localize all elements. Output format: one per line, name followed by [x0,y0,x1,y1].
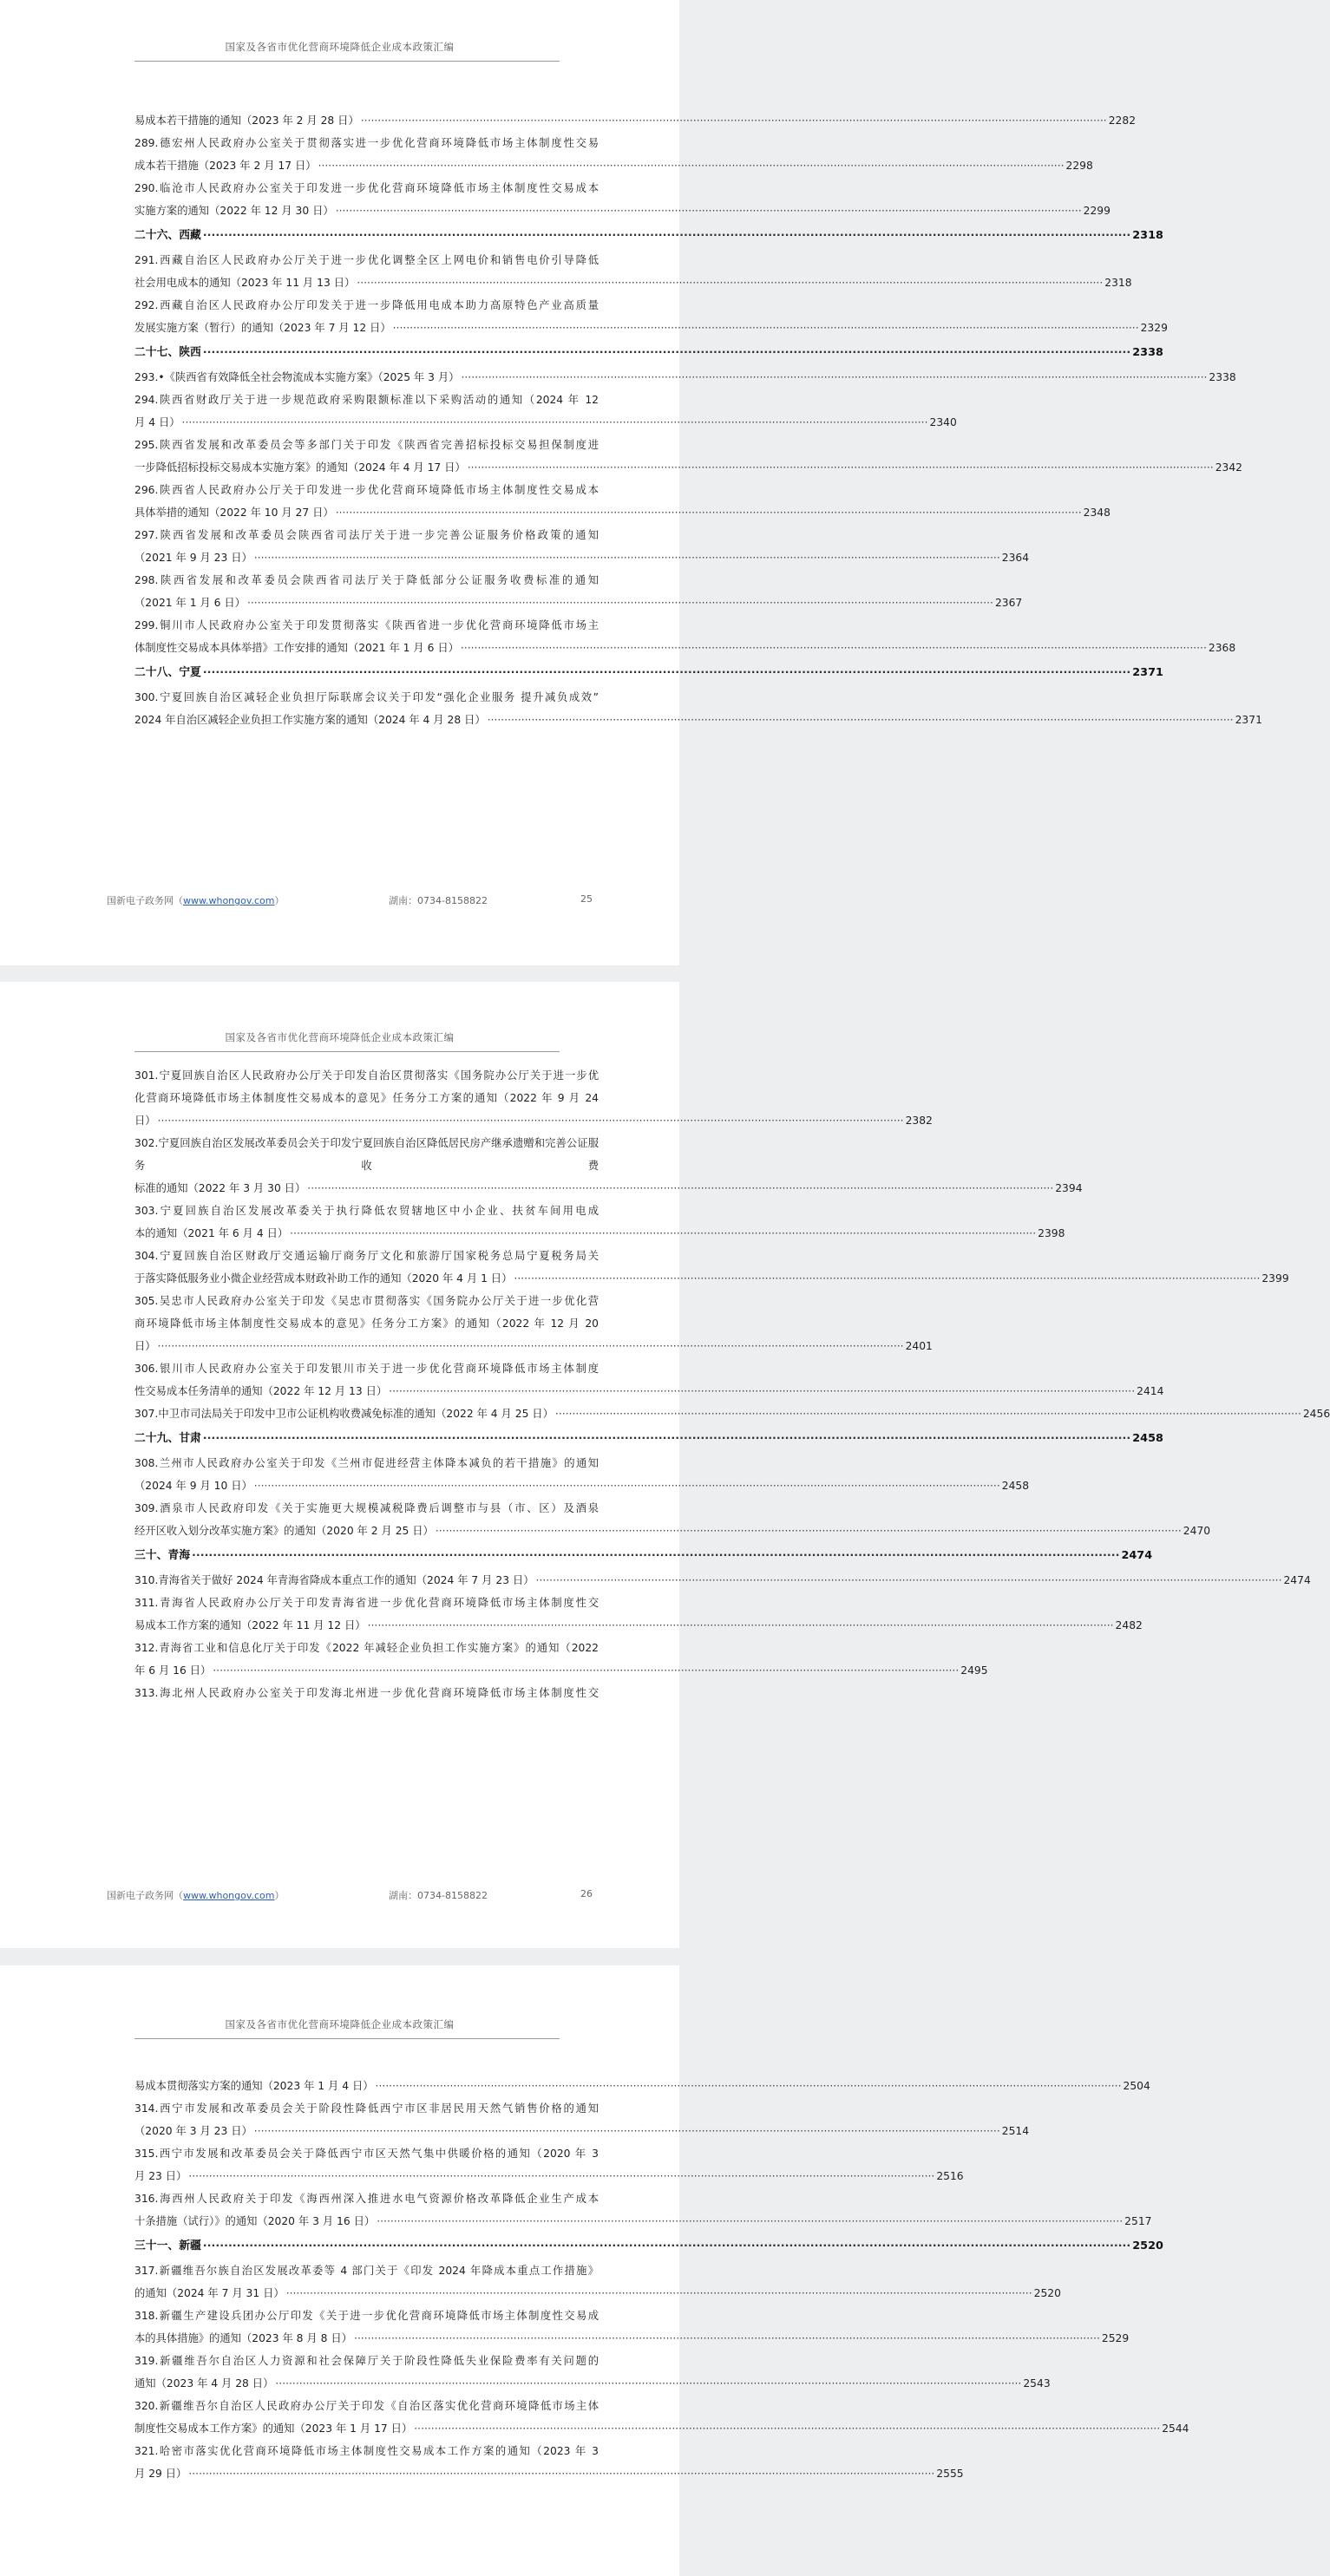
entry-title-text: 一步降低招标投标交易成本实施方案》的通知（2024 年 4 月 17 日） [134,461,466,474]
entry-final-line [134,366,1236,389]
entry-title-text: 易成本贯彻落实方案的通知（2023 年 1 月 4 日） [134,2080,374,2092]
entry-title-text: 293.•《陕西省有效降低全社会物流成本实施方案》（2025 年 3 月） [134,371,460,383]
entry-page-number: 2368 [1208,642,1236,654]
section-page-number: 2338 [1132,346,1163,359]
entry-final-line [134,592,1023,614]
entry-title-line: 300.宁夏回族自治区减轻企业负担厅际联席会议关于印发“强化企业服务 提升减负成效” [134,691,599,703]
entry-page-number: 2544 [1162,2422,1189,2435]
header-divider [134,61,560,62]
entry-title-line: 317.新疆维吾尔族自治区发展改革委等 4 部门关于《印发 2024 年降成本重点工作措施》 [134,2265,599,2277]
entry-title-text: 2024 年自治区减轻企业负担工作实施方案的通知（2024 年 4 月 28 日） [134,714,486,726]
leader-dots: ···························································································································································································································· [467,461,1214,474]
entry-title-text: 制度性交易成本工作方案》的通知（2023 年 1 月 17 日） [134,2422,413,2435]
entry-title-line: 321.哈密市落实优化营商环境降低市场主体制度性交易成本工作方案的通知（2023 年 3 [134,2445,599,2457]
entry-title-text: 具体举措的通知（2022 年 10 月 27 日） [134,507,334,519]
document-page-2 [0,982,1330,1948]
entry-title-line: 316.海西州人民政府关于印发《海西州深入推进水电气资源价格改革降低企业生产成本 [134,2193,599,2205]
entry-page-number: 2517 [1124,2215,1152,2227]
leader-dots: ···························································································································································································································· [188,2468,935,2480]
toc-section-heading[interactable] [134,2233,1163,2259]
entry-final-line [134,1335,933,1357]
entry-page-number: 2394 [1055,1182,1083,1194]
toc-entry[interactable] [134,1200,1065,1245]
entry-title-line: 314.西宁市发展和改革委员会关于阶段性降低西宁市区非居民用天然气销售价格的通知 [134,2102,599,2115]
entry-title-text: 成本若干措施（2023 年 2 月 17 日） [134,160,317,172]
leader-dots: ···························································································································································································································· [285,2287,1032,2299]
leader-dots: ···························································································································································································································· [375,2080,1122,2092]
leader-dots: ···························································································································································································································· [514,1272,1261,1285]
entry-page-number: 2458 [1001,1480,1030,1492]
toc-list [134,2075,1189,2485]
entry-title-text: 体制度性交易成本具体举措》工作安排的通知（2021 年 1 月 6 日） [134,642,459,654]
leader-dots: ···························································································································································································································· [335,507,1082,519]
leader-dots: ···························································································································································································································· [253,1480,1000,1492]
entry-title-line: 294.陕西省财政厅关于进一步规范政府采购限额标准以下采购活动的通知（2024 年 12 [134,394,599,406]
entry-title-line: 289.德宏州人民政府办公室关于贯彻落实进一步优化营商环境降低市场主体制度性交易 [134,137,599,149]
entry-title-line: 295.陕西省发展和改革委员会等多部门关于印发《陕西省完善招标投标交易担保制度进 [134,439,599,451]
entry-title-line: 301.宁夏回族自治区人民政府办公厅关于印发自治区贯彻落实《国务院办公厅关于进一步优 [134,1069,599,1082]
leader-dots: ···························································································································································································································· [335,205,1082,217]
toc-entry-continued[interactable] [134,109,1137,132]
entry-page-number: 2382 [905,1115,933,1127]
toc-entry[interactable] [134,2395,1189,2440]
leader-dots: ···························································································································································································································· [157,1115,904,1127]
toc-entry[interactable] [134,1497,1211,1542]
entry-title-text: 本的具体措施》的通知（2023 年 8 月 8 日） [134,2332,352,2344]
leader-dots: ···························································································································································································································· [357,277,1104,289]
toc-entry[interactable] [134,1682,599,1704]
entry-final-line [134,546,1030,569]
entry-final-line [134,109,1137,132]
entry-page-number: 2514 [1001,2125,1030,2137]
entry-title-text: （2021 年 1 月 6 日） [134,597,246,609]
entry-final-line [134,2075,1150,2097]
footer-phone: 湖南：0734-8158822 [389,895,488,906]
leader-dots: ···························································································································································································································· [318,160,1065,172]
footer-site-link[interactable]: www.whongov.com [183,1890,275,1901]
toc-entry-continued[interactable] [134,2075,1150,2097]
entry-title-line: 320.新疆维吾尔自治区人民政府办公厅关于印发《自治区落实优化营商环境降低市场主体 [134,2400,599,2412]
toc-entry[interactable] [134,479,1111,524]
entry-final-line [134,2210,1152,2233]
page-header: 国家及各省市优化营商环境降低企业成本政策汇编 [225,2018,455,2030]
leader-dots: ···························································································································································································································· [535,1574,1282,1586]
entry-final-line [134,1659,988,1682]
leader-dots: ···························································································································································································································· [461,371,1208,383]
leader-dots: ···························································································································································································································· [487,714,1234,726]
toc-entry[interactable] [134,2097,1030,2142]
leader-dots: ···························································································································································································································· [188,2170,935,2182]
section-label: 二十九、甘肃 [134,1432,201,1445]
entry-title-line: 311.青海省人民政府办公厅关于印发青海省进一步优化营商环境降低市场主体制度性交 [134,1597,599,1609]
entry-title-text: 的通知（2024 年 7 月 31 日） [134,2287,285,2299]
toc-section-heading[interactable] [134,339,1163,366]
entry-final-line [134,1474,1030,1497]
entry-final-line [134,637,1236,659]
entry-title-text: 月 29 日） [134,2468,187,2480]
entry-title-text: 标准的通知（2022 年 3 月 30 日） [134,1182,306,1194]
toc-entry[interactable] [134,132,1093,177]
toc-entry[interactable] [134,1132,1083,1200]
toc-entry[interactable] [134,1245,1289,1290]
toc-entry[interactable] [134,569,1023,614]
entry-page-number: 2555 [936,2468,964,2480]
entry-page-number: 2299 [1083,205,1111,217]
entry-page-number: 2456 [1302,1408,1330,1420]
entry-page-number: 2414 [1137,1385,1164,1397]
leader-dots: ···························································································································································································································· [554,1408,1301,1420]
entry-page-number: 2348 [1083,507,1111,519]
leader-dots: ···························································································································································································································· [213,1664,960,1677]
entry-title-line: 318.新疆生产建设兵团办公厅印发《关于进一步优化营商环境降低市场主体制度性交易成 [134,2310,599,2322]
entry-page-number: 2516 [936,2170,964,2182]
entry-page-number: 2470 [1183,1525,1211,1537]
entry-title-text: 307.中卫市司法局关于印发中卫市公证机构收费减免标准的通知（2022 年 4 月 25 日） [134,1408,554,1420]
toc-entry[interactable] [134,294,1168,339]
section-page-number: 2474 [1121,1549,1153,1562]
leader-dots: ···························································································································································································································· [307,1182,1054,1194]
entry-title-line: 298.陕西省发展和改革委员会陕西省司法厅关于降低部分公证服务收费标准的通知 [134,574,599,586]
leader-dots: ···························································································································································································································· [367,1619,1114,1631]
entry-final-line [134,2462,964,2485]
toc-section-heading[interactable] [134,222,1163,249]
section-label: 三十、青海 [134,1549,190,1562]
section-label: 三十一、新疆 [134,2239,201,2252]
footer-site-link[interactable]: www.whongov.com [183,895,275,906]
section-label: 二十八、宁夏 [134,666,201,679]
toc-entry[interactable] [134,389,957,434]
leader-dots: ···························································································································································································································· [290,1227,1037,1239]
entry-final-line [134,2282,1061,2305]
entry-title-line: 319.新疆维吾尔自治区人力资源和社会保障厅关于阶段性降低失业保险费率有关问题的 [134,2355,599,2367]
entry-title-text: 于落实降低服务业小微企业经营成本财政补助工作的通知（2020 年 4 月 1 日） [134,1272,513,1285]
entry-final-line [134,2165,964,2187]
entry-page-number: 2282 [1108,114,1137,127]
entry-final-line [134,411,957,434]
page-header: 国家及各省市优化营商环境降低企业成本政策汇编 [225,1031,455,1043]
entry-final-line [134,1380,1164,1402]
entry-title-text: 易成本工作方案的通知（2022 年 11 月 12 日） [134,1619,366,1631]
toc-entry[interactable] [134,1402,1330,1425]
toc-entry[interactable] [134,1452,1030,1497]
entry-title-line: 299.铜川市人民政府办公室关于印发贯彻落实《陕西省进一步优化营商环境降低市场主 [134,619,599,631]
toc-section-heading[interactable] [134,1425,1163,1452]
leader-dots: ···························································································································································································································· [392,322,1139,334]
entry-title-text: 月 23 日） [134,2170,187,2182]
leader-dots: ···························································································································································································································· [377,2215,1124,2227]
leader-dots: ···························································································································································································································· [202,666,1131,679]
entry-title-line: 315.西宁市发展和改革委员会关于降低西宁市区天然气集中供暖价格的通知（2020 年 3 [134,2148,599,2160]
entry-final-line [134,1402,1330,1425]
entry-title-line: 308.兰州市人民政府办公室关于印发《兰州市促进经营主体降本减负的若干措施》的通知 [134,1457,599,1469]
leader-dots: ···························································································································································································································· [191,1549,1120,1562]
entry-title-line: 306.银川市人民政府办公室关于印发银川市关于进一步优化营商环境降低市场主体制度 [134,1363,599,1375]
page-footer [107,1888,593,1902]
entry-page-number: 2543 [1023,2377,1051,2390]
entry-title-line: 297.陕西省发展和改革委员会陕西省司法厅关于进一步完善公证服务价格政策的通知 [134,529,599,541]
entry-page-number: 2529 [1101,2332,1130,2344]
entry-title-line: 291.西藏自治区人民政府办公厅关于进一步优化调整全区上网电价和销售电价引导降低 [134,254,599,266]
footer-phone: 湖南：0734-8158822 [389,1890,488,1901]
entry-title-line: 296.陕西省人民政府办公厅关于印发进一步优化营商环境降低市场主体制度性交易成本 [134,484,599,496]
toc-entry[interactable] [134,2142,964,2187]
leader-dots: ···························································································································································································································· [275,2377,1022,2390]
entry-final-line [134,1569,1311,1592]
entry-final-line [134,456,1242,479]
section-page-number: 2371 [1132,666,1163,679]
leader-dots: ···························································································································································································································· [253,552,1000,564]
toc-entry[interactable] [134,2350,1051,2395]
toc-entry[interactable] [134,366,1236,389]
entry-title-text: 实施方案的通知（2022 年 12 月 30 日） [134,205,334,217]
toc-entry[interactable] [134,249,1132,294]
toc-entry[interactable] [134,1637,988,1682]
toc-entry[interactable] [134,524,1030,569]
entry-title-line: 312.青海省工业和信息化厅关于印发《2022 年减轻企业负担工作实施方案》的通知（2022 [134,1642,599,1654]
entry-page-number: 2399 [1261,1272,1289,1285]
entry-page-number: 2482 [1115,1619,1143,1631]
leader-dots: ···························································································································································································································· [202,229,1131,242]
header-divider [134,1051,560,1052]
toc-entry[interactable] [134,1290,933,1357]
section-page-number: 2520 [1132,2239,1163,2252]
footer-page-number: 25 [580,893,593,905]
entry-page-number: 2338 [1209,371,1236,383]
leader-dots: ···························································································································································································································· [181,416,928,428]
leader-dots: ···························································································································································································································· [353,2332,1100,2344]
entry-title-line: 302.宁夏回族自治区发展改革委员会关于印发宁夏回族自治区降低居民房产继承遗赠和完善公证服务收费 [134,1137,599,1172]
document-page-3 [0,1965,1189,2576]
toc-entry[interactable] [134,2187,1152,2233]
entry-final-line [134,1520,1211,1542]
toc-entry[interactable] [134,1064,933,1132]
entry-page-number: 2367 [994,597,1023,609]
entry-title-text: （2021 年 9 月 23 日） [134,552,252,564]
entry-title-line: 290.临沧市人民政府办公室关于印发进一步优化营商环境降低市场主体制度性交易成本 [134,182,599,194]
entry-title-line: 化营商环境降低市场主体制度性交易成本的意见》任务分工方案的通知（2022 年 9 月 24 [134,1092,599,1104]
footer-site: 国新电子政务网（www.whongov.com） [107,895,285,906]
entry-page-number: 2298 [1065,160,1093,172]
entry-final-line [134,1614,1143,1637]
entry-title-text: 本的通知（2021 年 6 月 4 日） [134,1227,289,1239]
section-label: 二十六、西藏 [134,229,201,242]
entry-final-line [134,199,1111,222]
toc-entry[interactable] [134,1592,1143,1637]
entry-title-text: 易成本若干措施的通知（2023 年 2 月 28 日） [134,114,359,127]
entry-page-number: 2401 [905,1340,933,1352]
header-divider [134,2038,560,2039]
footer-page-number: 26 [580,1888,593,1899]
toc-section-heading[interactable] [134,1542,1153,1569]
entry-page-number: 2520 [1033,2287,1061,2299]
leader-dots: ···························································································································································································································· [202,346,1131,359]
toc-entry[interactable] [134,2305,1130,2350]
page-header: 国家及各省市优化营商环境降低企业成本政策汇编 [225,41,455,53]
entry-title-line: 292.西藏自治区人民政府办公厅印发关于进一步降低用电成本助力高原特色产业高质量 [134,299,599,311]
leader-dots: ···························································································································································································································· [460,642,1207,654]
toc-section-heading[interactable] [134,659,1163,686]
entry-final-line [134,1109,933,1132]
entry-title-line: 303.宁夏回族自治区发展改革委关于执行降低农贸辖地区中小企业、扶贫车间用电成 [134,1205,599,1217]
entry-title-text: 月 4 日） [134,416,180,428]
entry-title-text: 通知（2023 年 4 月 28 日） [134,2377,274,2390]
entry-page-number: 2474 [1283,1574,1311,1586]
entry-title-text: 日） [134,1115,156,1127]
entry-final-line [134,154,1093,177]
entry-final-line [134,709,1262,731]
toc-list [134,109,1262,731]
entry-page-number: 2318 [1104,277,1132,289]
entry-page-number: 2364 [1001,552,1030,564]
document-page-1 [0,0,1262,965]
entry-title-text: 经开区收入划分改革实施方案》的通知（2020 年 2 月 25 日） [134,1525,434,1537]
entry-title-text: 发展实施方案（暂行）的通知（2023 年 7 月 12 日） [134,322,391,334]
toc-entry[interactable] [134,686,1262,731]
section-page-number: 2458 [1132,1432,1163,1445]
footer-site: 国新电子政务网（www.whongov.com） [107,1890,285,1901]
leader-dots: ···························································································································································································································· [246,597,993,609]
entry-final-line [134,2372,1051,2395]
entry-title-line: 304.宁夏回族自治区财政厅交通运输厅商务厅文化和旅游厅国家税务总局宁夏税务局关 [134,1250,599,1262]
page-footer [107,893,593,907]
entry-page-number: 2371 [1235,714,1262,726]
leader-dots: ···························································································································································································································· [360,114,1107,127]
entry-final-line [134,2417,1189,2440]
entry-page-number: 2504 [1123,2080,1150,2092]
entry-final-line [134,501,1111,524]
entry-title-line: 305.吴忠市人民政府办公室关于印发《吴忠市贯彻落实《国务院办公厅关于进一步优化营 [134,1295,599,1307]
entry-final-line [134,1267,1289,1290]
leader-dots: ···························································································································································································································· [253,2125,1000,2137]
entry-final-line [134,2120,1030,2142]
entry-page-number: 2340 [929,416,957,428]
toc-entry[interactable] [134,2440,964,2485]
toc-entry[interactable] [134,1357,1164,1402]
entry-title-text: 十条措施（试行）》的通知（2020 年 3 月 16 日） [134,2215,376,2227]
entry-title-text: 年 6 月 16 日） [134,1664,212,1677]
entry-final-line [134,271,1132,294]
entry-title-text: 性交易成本任务清单的通知（2022 年 12 月 13 日） [134,1385,388,1397]
leader-dots: ···························································································································································································································· [202,2239,1131,2252]
section-page-number: 2318 [1132,229,1163,242]
leader-dots: ···························································································································································································································· [202,1432,1131,1445]
entry-page-number: 2342 [1215,461,1242,474]
entry-title-text: （2020 年 3 月 23 日） [134,2125,252,2137]
entry-title-line: 商环境降低市场主体制度性交易成本的意见》任务分工方案》的通知（2022 年 12 月 20 [134,1317,599,1330]
entry-title-text: 310.青海省关于做好 2024 年青海省降成本重点工作的通知（2024 年 7 月 23 日） [134,1574,534,1586]
entry-title-line: 313.海北州人民政府办公室关于印发海北州进一步优化营商环境降低市场主体制度性交 [134,1687,599,1699]
entry-page-number: 2329 [1140,322,1168,334]
entry-final-line [134,317,1168,339]
toc-entry[interactable] [134,1569,1311,1592]
leader-dots: ···························································································································································································································· [389,1385,1136,1397]
entry-title-line: 309.酒泉市人民政府印发《关于实施更大规模减税降费后调整市与县（市、区）及酒泉 [134,1502,599,1514]
toc-list [134,1064,1330,1704]
entry-final-line [134,2327,1130,2350]
leader-dots: ···························································································································································································································· [414,2422,1161,2435]
entry-page-number: 2495 [960,1664,988,1677]
toc-entry[interactable] [134,177,1111,222]
toc-entry[interactable] [134,434,1242,479]
entry-title-text: （2024 年 9 月 10 日） [134,1480,252,1492]
entry-final-line [134,1177,1083,1200]
entry-title-text: 日） [134,1340,156,1352]
leader-dots: ···························································································································································································································· [157,1340,904,1352]
toc-entry[interactable] [134,614,1236,659]
entry-page-number: 2398 [1038,1227,1065,1239]
toc-entry[interactable] [134,2259,1061,2305]
entry-final-line [134,1222,1065,1245]
section-label: 二十七、陕西 [134,346,201,359]
leader-dots: ···························································································································································································································· [435,1525,1182,1537]
entry-title-text: 社会用电成本的通知（2023 年 11 月 13 日） [134,277,356,289]
